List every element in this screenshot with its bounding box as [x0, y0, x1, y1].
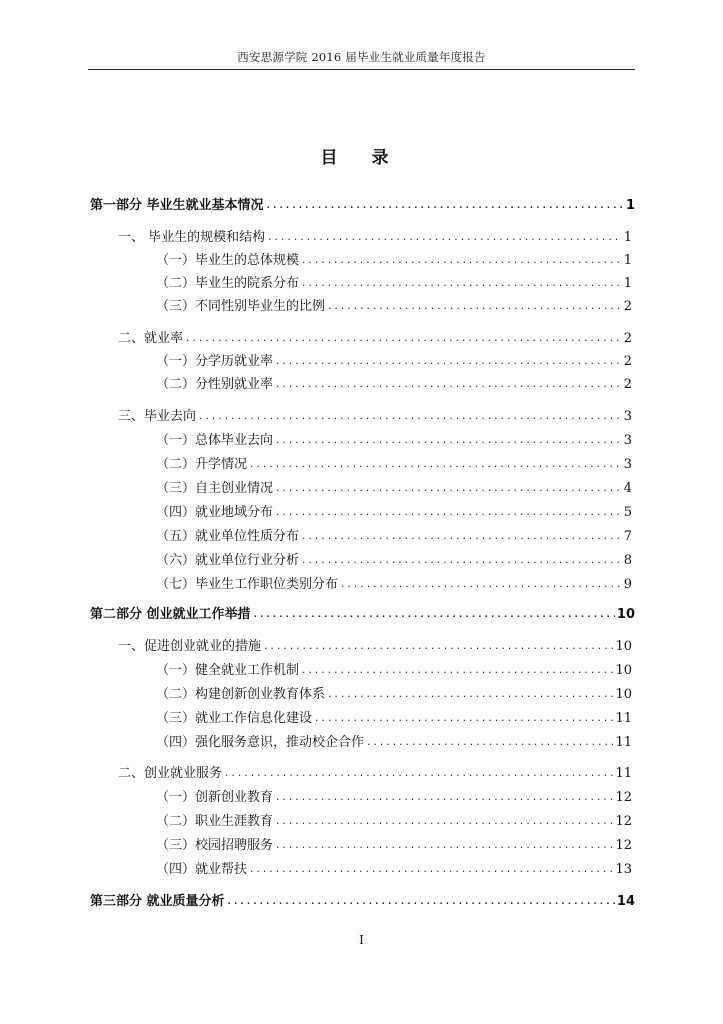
- toc-page-number: 11: [615, 766, 632, 781]
- toc-page-number: 12: [615, 814, 632, 829]
- toc-entry-label: （一）分学历就业率: [156, 354, 274, 369]
- dot-leader: [263, 638, 613, 656]
- toc-entry[interactable]: [156, 528, 632, 546]
- toc-entry[interactable]: [156, 813, 632, 831]
- dot-leader: [249, 456, 622, 474]
- toc-entry[interactable]: [90, 893, 635, 911]
- dot-leader: [275, 353, 622, 371]
- toc-entry-label: （四）就业地域分布: [156, 505, 274, 520]
- dot-leader: [253, 606, 615, 624]
- toc-entry-label: （一）创新创业教育: [156, 790, 274, 805]
- toc-entry[interactable]: [118, 765, 632, 783]
- dot-leader: [249, 861, 613, 879]
- dot-leader: [340, 576, 622, 594]
- toc-entry-label: （五）就业单位性质分布: [156, 529, 300, 544]
- toc-page-number: 3: [623, 433, 632, 448]
- toc-entry-label: （一）总体毕业去向: [156, 433, 274, 448]
- toc-page-number: 12: [615, 838, 632, 853]
- running-header: 西安思源学院 2016 届毕业生就业质量年度报告: [88, 49, 635, 70]
- dot-leader: [275, 837, 613, 855]
- dot-leader: [301, 528, 622, 546]
- toc-entry[interactable]: [156, 552, 632, 570]
- toc-entry[interactable]: [156, 861, 632, 879]
- toc-entry-label: （六）就业单位行业分析: [156, 553, 300, 568]
- toc-entry[interactable]: [156, 432, 632, 450]
- dot-leader: [267, 229, 622, 247]
- toc-entry-label: 第二部分 创业就业工作举措: [90, 607, 251, 622]
- toc-page-number: 2: [623, 331, 632, 346]
- dot-leader: [301, 662, 613, 680]
- dot-leader: [327, 298, 622, 316]
- toc-entry-label: （三）自主创业情况: [156, 481, 274, 496]
- toc-entry[interactable]: [156, 504, 632, 522]
- dot-leader: [314, 710, 613, 728]
- dot-leader: [275, 432, 622, 450]
- page-number-footer: I: [359, 933, 364, 947]
- toc-entry[interactable]: [156, 353, 632, 371]
- toc-entry[interactable]: [156, 686, 632, 704]
- toc-entry[interactable]: [156, 576, 632, 594]
- toc-entry-label: 第一部分 毕业生就业基本情况: [90, 198, 264, 213]
- toc-entry[interactable]: [156, 252, 632, 270]
- toc-page-number: 8: [623, 553, 632, 568]
- toc-entry-label: （二）分性别就业率: [156, 377, 274, 392]
- toc-entry-label: 二、就业率: [118, 331, 184, 346]
- toc-page-number: 10: [615, 639, 632, 654]
- toc-entry-label: 一、促进创业就业的措施: [118, 639, 262, 654]
- toc-page-number: 13: [615, 862, 632, 877]
- toc-entry-label: 一、 毕业生的规模和结构: [118, 230, 266, 245]
- toc-page-number: 1: [623, 253, 632, 268]
- toc-page-number: 5: [623, 505, 632, 520]
- toc-entry[interactable]: [156, 456, 632, 474]
- toc-page-number: 14: [616, 894, 635, 909]
- toc-entry-label: （四）就业帮扶: [156, 862, 248, 877]
- dot-leader: [224, 765, 613, 783]
- toc-entry[interactable]: [118, 229, 632, 247]
- dot-leader: [275, 813, 613, 831]
- toc-page-number: 10: [615, 687, 632, 702]
- dot-leader: [301, 275, 622, 293]
- toc-page-number: 3: [623, 409, 632, 424]
- toc-entry-label: （二）升学情况: [156, 457, 248, 472]
- toc-entry-label: 二、创业就业服务: [118, 766, 223, 781]
- toc-entry-label: 三、毕业去向: [118, 409, 197, 424]
- dot-leader: [301, 552, 622, 570]
- toc-entry[interactable]: [156, 662, 632, 680]
- toc-page-number: 9: [623, 577, 632, 592]
- toc-entry[interactable]: [156, 480, 632, 498]
- toc-page-number: 11: [615, 711, 632, 726]
- toc-entry[interactable]: [156, 710, 632, 728]
- toc-page-number: 1: [623, 230, 632, 245]
- dot-leader: [198, 408, 622, 426]
- toc-entry-label: （三）校园招聘服务: [156, 838, 274, 853]
- dot-leader: [327, 686, 613, 704]
- toc-entry[interactable]: [90, 197, 635, 215]
- dot-leader: [185, 330, 622, 348]
- toc-page-number: 3: [623, 457, 632, 472]
- toc-entry[interactable]: [156, 275, 632, 293]
- toc-entry-label: （七）毕业生工作职位类别分布: [156, 577, 339, 592]
- dot-leader: [366, 734, 613, 752]
- dot-leader: [275, 480, 622, 498]
- toc-entry-label: （一）健全就业工作机制: [156, 663, 300, 678]
- dot-leader: [301, 252, 622, 270]
- toc-entry[interactable]: [118, 408, 632, 426]
- toc-entry[interactable]: [156, 298, 632, 316]
- toc-page-number: 12: [615, 790, 632, 805]
- toc-entry[interactable]: [156, 734, 632, 752]
- toc-entry[interactable]: [90, 606, 635, 624]
- toc-entry-label: （三）不同性别毕业生的比例: [156, 299, 326, 314]
- dot-leader: [275, 376, 622, 394]
- toc-page-number: 10: [616, 607, 635, 622]
- toc-page-number: 4: [623, 481, 632, 496]
- toc-entry[interactable]: [156, 837, 632, 855]
- toc-entry-label: （三）就业工作信息化建设: [156, 711, 313, 726]
- toc-page-number: 1: [623, 276, 632, 291]
- dot-leader: [227, 893, 615, 911]
- toc-entry[interactable]: [156, 789, 632, 807]
- dot-leader: [266, 197, 624, 215]
- toc-page-number: 2: [623, 354, 632, 369]
- toc-entry[interactable]: [156, 376, 632, 394]
- toc-page-number: 11: [615, 735, 632, 750]
- toc-entry-label: （二）毕业生的院系分布: [156, 276, 300, 291]
- toc-entry-label: （四）强化服务意识，推动校企合作: [156, 735, 365, 750]
- toc-page-number: 10: [615, 663, 632, 678]
- toc-entry[interactable]: [118, 330, 632, 348]
- toc-page-number: 7: [623, 529, 632, 544]
- toc-entry-label: （二）构建创新创业教育体系: [156, 687, 326, 702]
- dot-leader: [275, 789, 613, 807]
- toc-page-number: 2: [623, 377, 632, 392]
- toc-title: 目 录: [320, 148, 403, 168]
- dot-leader: [275, 504, 622, 522]
- toc-entry-label: （二）职业生涯教育: [156, 814, 274, 829]
- toc-entry-label: 第三部分 就业质量分析: [90, 894, 225, 909]
- toc-page-number: 1: [625, 198, 635, 213]
- toc-entry[interactable]: [118, 638, 632, 656]
- toc-page-number: 2: [623, 299, 632, 314]
- toc-entry-label: （一）毕业生的总体规模: [156, 253, 300, 268]
